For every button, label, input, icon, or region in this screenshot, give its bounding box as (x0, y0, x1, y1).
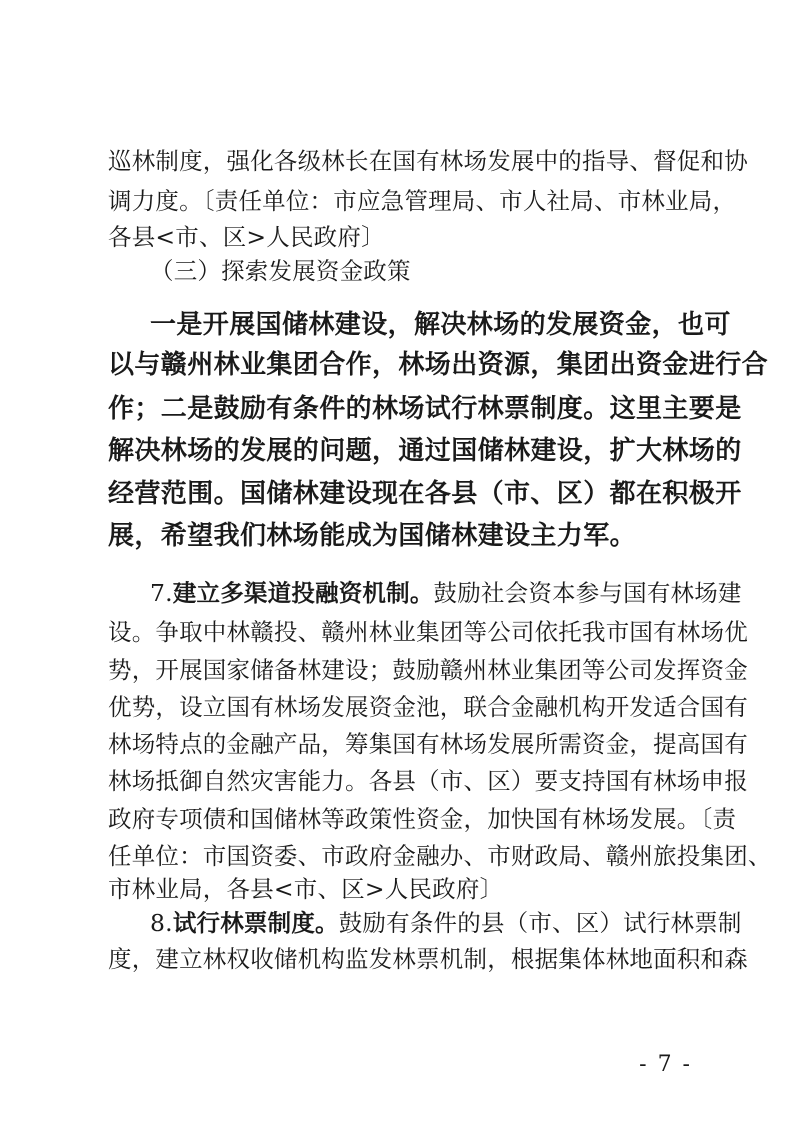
paragraph-line: 政府专项债和国储林等政策性资金，加快国有林场发展。〔责 (108, 805, 737, 833)
emphasis-line: 一是开展国储林建设，解决林场的发展资金，也可 (150, 310, 731, 340)
paragraph-line: 林场抵御自然灾害能力。各县（市、区）要支持国有林场申报 (108, 767, 748, 795)
paragraph-line: 市林业局，各县<市、区>人民政府〕 (108, 875, 504, 903)
page-number: - 7 - (639, 1052, 692, 1077)
item-title: 建立多渠道投融资机制。 (172, 579, 434, 607)
item-7-first-line (150, 579, 742, 607)
emphasis-line: 以与赣州林业集团合作，林场出资源，集团出资金进行合 (108, 350, 769, 380)
item-number: 7. (150, 579, 173, 607)
item-text: 鼓励社会资本参与国有林场建 (433, 579, 742, 607)
emphasis-line: 解决林场的发展的问题，通过国储林建设，扩大林场的 (108, 436, 742, 466)
item-title: 试行林票制度。 (172, 909, 339, 937)
paragraph-line: 势，开展国家储备林建设；鼓励赣州林业集团等公司发挥资金 (108, 656, 748, 684)
item-number: 8. (150, 909, 173, 937)
paragraph-line: 任单位：市国资委、市政府金融办、市财政局、赣州旅投集团、 (108, 842, 772, 870)
paragraph-line: 各县<市、区>人民政府〕 (108, 223, 385, 251)
paragraph-line: 调力度。〔责任单位：市应急管理局、市人社局、市林业局， (108, 187, 737, 215)
paragraph-line: 度，建立林权收储机构监发林票机制，根据集体林地面积和森 (108, 945, 748, 973)
item-text: 鼓励有条件的县（市、区）试行林票制 (338, 909, 742, 937)
emphasis-line: 展，希望我们林场能成为国储林建设主力军。 (108, 521, 637, 551)
emphasis-line: 作；二是鼓励有条件的林场试行林票制度。这里主要是 (108, 394, 742, 424)
paragraph-line: 优势，设立国有林场发展资金池，联合金融机构开发适合国有 (108, 693, 748, 721)
emphasis-line: 经营范围。国储林建设现在各县（市、区）都在积极开 (108, 479, 742, 509)
section-subheading: （三）探索发展资金政策 (150, 257, 411, 285)
paragraph-line: 林场特点的金融产品，筹集国有林场发展所需资金，提高国有 (108, 730, 748, 758)
item-8-first-line (150, 909, 742, 937)
paragraph-line: 巡林制度，强化各级林长在国有林场发展中的指导、督促和协 (108, 147, 748, 175)
paragraph-line: 设。争取中林赣投、赣州林业集团等公司依托我市国有林场优 (108, 618, 748, 646)
